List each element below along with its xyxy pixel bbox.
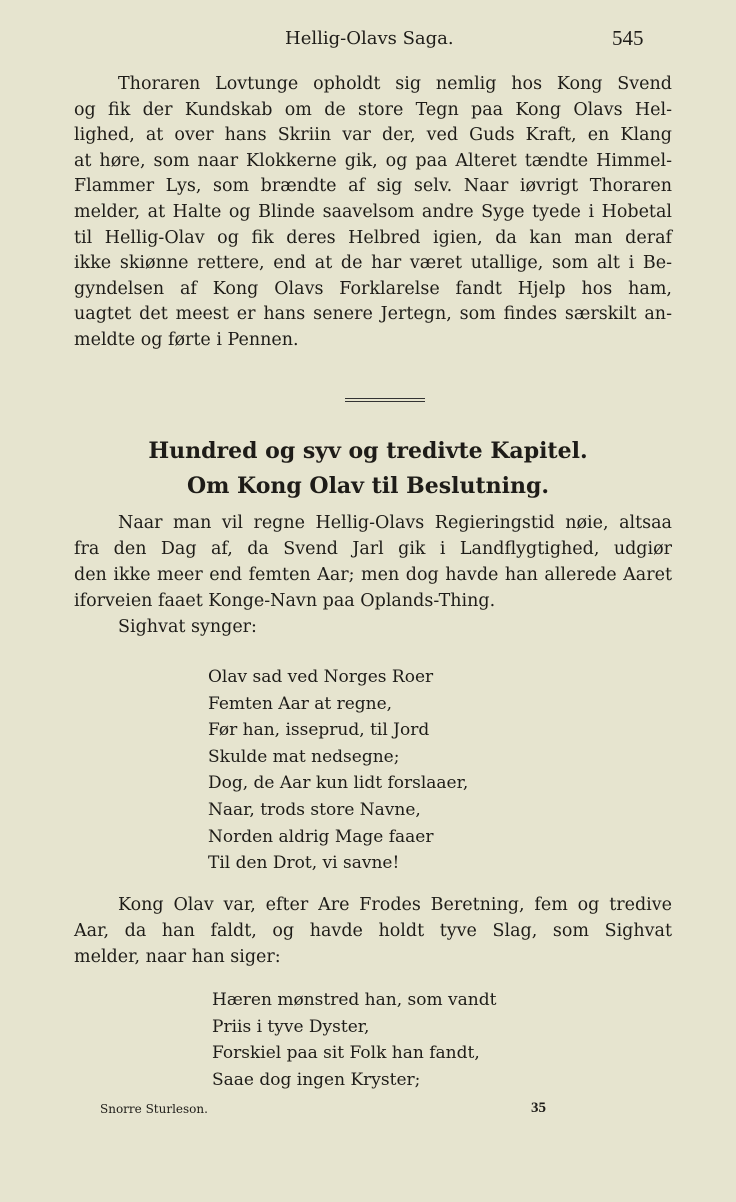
verse-line: Dog, de Aar kun lidt forslaaer, xyxy=(208,773,469,794)
verse-line: Før han, isseprud, til Jord xyxy=(208,720,430,741)
verse-line: Hæren mønstred han, som vandt xyxy=(212,990,497,1010)
chapter-subheading: Om Kong Olav til Beslutning. xyxy=(186,473,550,499)
verse-line: Olav sad ved Norges Roer xyxy=(208,667,434,687)
footer-author: Snorre Sturleson. xyxy=(100,1102,208,1116)
verse-line: Femten Aar at regne, xyxy=(208,693,393,714)
text-line: melder, at Halte og Blinde saavelsom andre Syge tyede i Hobetal xyxy=(74,202,672,222)
text-line: Aar, da han faldt, og havde holdt tyve Slag, som Sighvat xyxy=(74,921,672,941)
text-line: lighed, at over hans Skriin var der, ved Guds Kraft, en Klang xyxy=(74,125,672,146)
verse-line: Forskiel paa sit Folk han fandt, xyxy=(212,1043,480,1063)
text-line: meldte og førte i Pennen. xyxy=(74,330,299,350)
verse-line: Priis i tyve Dyster, xyxy=(212,1016,370,1037)
chapter-heading: Hundred og syv og tredivte Kapitel. xyxy=(148,438,588,464)
verse-line: Naar, trods store Navne, xyxy=(208,800,421,820)
verse-line: Saae dog ingen Kryster; xyxy=(212,1069,421,1090)
verse-line: Skulde mat nedsegne; xyxy=(208,746,400,767)
text-line: Kong Olav var, efter Are Frodes Beretning, fem og tredive xyxy=(118,895,672,915)
text-line: fra den Dag af, da Svend Jarl gik i Landflygtighed, udgiør xyxy=(74,539,672,559)
text-line: og fik der Kundskab om de store Tegn paa Kong Olavs Hel- xyxy=(74,99,672,120)
text-line: gyndelsen af Kong Olavs Forklarelse fandt Hjelp hos ham, xyxy=(74,278,672,299)
text-line: Sighvat synger: xyxy=(118,617,257,637)
text-line: til Hellig-Olav og fik deres Helbred igien, da kan man deraf xyxy=(74,227,672,248)
running-title: Hellig-Olavs Saga. xyxy=(285,28,454,49)
section-divider xyxy=(345,398,425,402)
text-line: uagtet det meest er hans senere Jertegn, som findes særskilt an- xyxy=(74,304,672,325)
text-line: Thoraren Lovtunge opholdt sig nemlig hos Kong Svend xyxy=(118,74,672,94)
text-line: den ikke meer end femten Aar; men dog havde han allerede Aaret xyxy=(74,565,672,585)
text-line: melder, naar han siger: xyxy=(74,947,281,967)
text-line: at høre, som naar Klokkerne gik, og paa Alteret tændte Himmel- xyxy=(74,150,672,171)
page-number: 545 xyxy=(612,26,644,50)
verse-line: Til den Drot, vi savne! xyxy=(208,853,400,874)
text-line: Flammer Lys, som brændte af sig selv. Naar iøvrigt Thoraren xyxy=(74,176,672,197)
verse-line: Norden aldrig Mage faaer xyxy=(208,826,434,847)
text-line: iforveien faaet Konge-Navn paa Oplands-Thing. xyxy=(74,591,496,611)
text-line: Naar man vil regne Hellig-Olavs Regieringstid nøie, altsaa xyxy=(118,513,672,533)
signature-mark: 35 xyxy=(531,1100,546,1116)
text-line: ikke skiønne rettere, end at de har været utallige, som alt i Be- xyxy=(74,253,672,274)
